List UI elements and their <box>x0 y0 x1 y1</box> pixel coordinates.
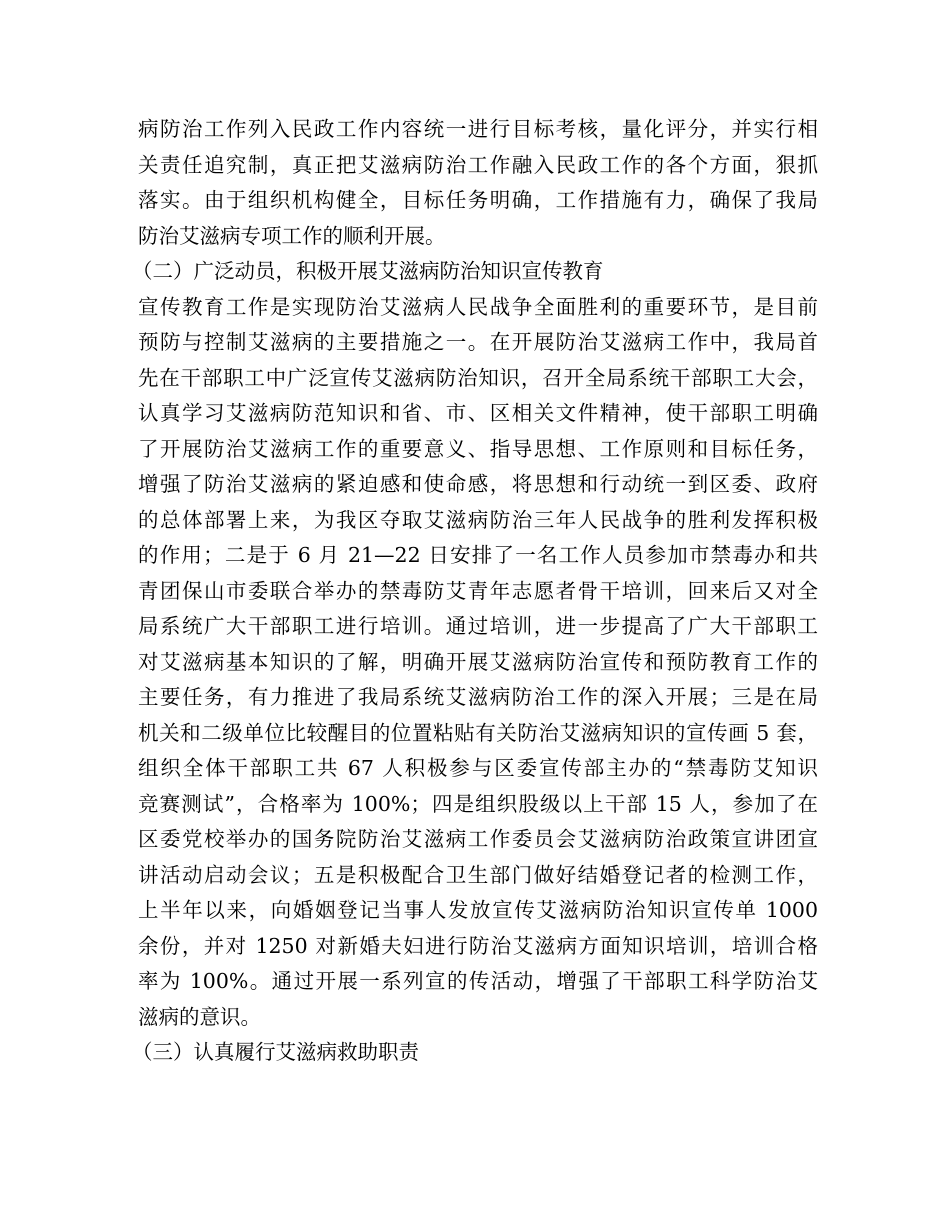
paragraph-line: 预防与控制艾滋病的主要措施之一。在开展防治艾滋病工作中，我局首 <box>138 330 818 354</box>
paragraph-line: 主要任务，有力推进了我局系统艾滋病防治工作的深入开展；三是在局 <box>138 685 818 709</box>
paragraph-line: 了开展防治艾滋病工作的重要意义、指导思想、工作原则和目标任务， <box>138 436 818 461</box>
paragraph-line: 防治艾滋病专项工作的顺利开展。 <box>138 223 446 248</box>
paragraph-line: 青团保山市委联合举办的禁毒防艾青年志愿者骨干培训，回来后又对全 <box>138 578 818 603</box>
paragraph-line: 宣传教育工作是实现防治艾滋病人民战争全面胜利的重要环节，是目前 <box>138 294 818 319</box>
section-heading: （三）认真履行艾滋病救助职责 <box>132 1040 419 1064</box>
paragraph-line: 增强了防治艾滋病的紧迫感和使命感，将思想和行动统一到区委、政府 <box>138 472 818 496</box>
paragraph-line: 病防治工作列入民政工作内容统一进行目标考核，量化评分，并实行相 <box>138 117 818 141</box>
paragraph-line: 局系统广大干部职工进行培训。通过培训，进一步提高了广大干部职工 <box>138 614 818 638</box>
paragraph-line: 的总体部署上来，为我区夺取艾滋病防治三年人民战争的胜利发挥积极 <box>138 507 818 532</box>
document-body <box>132 112 818 1071</box>
paragraph-line: 滋病的意识。 <box>138 1004 261 1029</box>
paragraph-line: 的作用；二是于 6 月 21—22 日安排了一名工作人员参加市禁毒办和共 <box>138 543 818 567</box>
paragraph-line: 竞赛测试”，合格率为 100%；四是组织股级以上干部 15 人，参加了在 <box>138 791 818 816</box>
paragraph-line: 落实。由于组织机构健全，目标任务明确，工作措施有力，确保了我局 <box>138 188 818 212</box>
paragraph-line: 机关和二级单位比较醒目的位置粘贴有关防治艾滋病知识的宣传画 5 套， <box>138 720 818 745</box>
paragraph-line: 余份，并对 1250 对新婚夫妇进行防治艾滋病方面知识培训，培训合格 <box>138 933 818 958</box>
paragraph-line: 对艾滋病基本知识的了解，明确开展艾滋病防治宣传和预防教育工作的 <box>138 649 818 674</box>
paragraph-line: 认真学习艾滋病防范知识和省、市、区相关文件精神，使干部职工明确 <box>138 401 818 425</box>
section-heading: （二）广泛动员，积极开展艾滋病防治知识宣传教育 <box>132 259 604 283</box>
paragraph-line: 上半年以来，向婚姻登记当事人发放宣传艾滋病防治知识宣传单 1000 <box>138 898 818 922</box>
paragraph-line: 组织全体干部职工共 67 人积极参与区委宣传部主办的“禁毒防艾知识 <box>138 756 818 780</box>
paragraph-line: 区委党校举办的国务院防治艾滋病工作委员会艾滋病防治政策宣讲团宣 <box>138 827 818 851</box>
paragraph-line: 率为 100%。通过开展一系列宣的传活动，增强了干部职工科学防治艾 <box>138 969 818 993</box>
paragraph-line: 先在干部职工中广泛宣传艾滋病防治知识，召开全局系统干部职工大会， <box>138 365 818 390</box>
paragraph-line: 关责任追究制，真正把艾滋病防治工作融入民政工作的各个方面，狠抓 <box>138 152 818 177</box>
paragraph-line: 讲活动启动会议；五是积极配合卫生部门做好结婚登记者的检测工作， <box>138 862 818 887</box>
